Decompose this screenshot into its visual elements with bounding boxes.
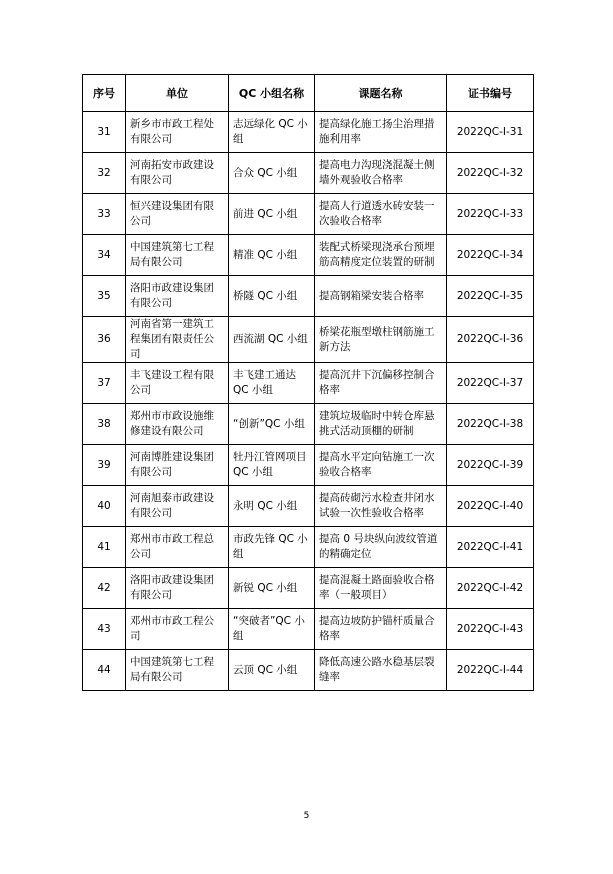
header-serial: 序号: [83, 75, 126, 112]
cell-unit: 丰飞建设工程有限公司: [126, 363, 229, 404]
cell-serial: 31: [83, 112, 126, 153]
cell-serial: 35: [83, 276, 126, 317]
cell-serial: 34: [83, 235, 126, 276]
cell-certificate: 2022QC-Ⅰ-42: [447, 568, 534, 609]
table-row: [83, 486, 534, 527]
cell-certificate: 2022QC-Ⅰ-39: [447, 445, 534, 486]
cell-unit: 新乡市市政工程处有限公司: [126, 112, 229, 153]
cell-qc-group: 永明 QC 小组: [229, 486, 315, 527]
header-topic: 课题名称: [315, 75, 447, 112]
cell-unit: 恒兴建设集团有限公司: [126, 194, 229, 235]
cell-topic: 装配式桥梁现浇承台预埋筋高精度定位装置的研制: [315, 235, 447, 276]
cell-qc-group: 牡丹江管网项目 QC 小组: [229, 445, 315, 486]
cell-topic: 建筑垃圾临时中转仓库悬挑式活动顶棚的研制: [315, 404, 447, 445]
cell-unit: 郑州市市政设施维修建设有限公司: [126, 404, 229, 445]
cell-serial: 37: [83, 363, 126, 404]
cell-topic: 提高沉井下沉偏移控制合格率: [315, 363, 447, 404]
cell-qc-group: “创新”QC 小组: [229, 404, 315, 445]
cell-topic: 提高绿化施工扬尘治理措施利用率: [315, 112, 447, 153]
cell-certificate: 2022QC-Ⅰ-34: [447, 235, 534, 276]
table-row: [83, 609, 534, 650]
cell-certificate: 2022QC-Ⅰ-35: [447, 276, 534, 317]
cell-certificate: 2022QC-Ⅰ-36: [447, 317, 534, 363]
cell-qc-group: 前进 QC 小组: [229, 194, 315, 235]
cell-topic: 提高 0 号块纵向波纹管道的精确定位: [315, 527, 447, 568]
header-certificate: 证书编号: [447, 75, 534, 112]
table-row: [83, 317, 534, 363]
table-row: [83, 404, 534, 445]
cell-topic: 提高砖砌污水检查井闭水试验一次性验收合格率: [315, 486, 447, 527]
cell-serial: 38: [83, 404, 126, 445]
cell-topic: 降低高速公路水稳基层裂缝率: [315, 650, 447, 691]
cell-topic: 提高边坡防护锚杆质量合格率: [315, 609, 447, 650]
table-row: [83, 194, 534, 235]
cell-unit: 郑州市市政工程总公司: [126, 527, 229, 568]
cell-unit: 洛阳市政建设集团有限公司: [126, 568, 229, 609]
cell-topic: 提高钢箱梁安装合格率: [315, 276, 447, 317]
page-number: 5: [303, 811, 310, 821]
cell-topic: 提高混凝土路面验收合格率（一般项目）: [315, 568, 447, 609]
cell-qc-group: 合众 QC 小组: [229, 153, 315, 194]
cell-serial: 33: [83, 194, 126, 235]
cell-serial: 41: [83, 527, 126, 568]
table-row: [83, 112, 534, 153]
cell-certificate: 2022QC-Ⅰ-37: [447, 363, 534, 404]
cell-unit: 邓州市市政工程公司: [126, 609, 229, 650]
cell-unit: 河南旭泰市政建设有限公司: [126, 486, 229, 527]
table-row: [83, 363, 534, 404]
table-body: [83, 112, 534, 691]
cell-topic: 提高人行道透水砖安装一次验收合格率: [315, 194, 447, 235]
cell-qc-group: 精准 QC 小组: [229, 235, 315, 276]
cell-serial: 43: [83, 609, 126, 650]
cell-qc-group: 西流湖 QC 小组: [229, 317, 315, 363]
header-qc-group: QC 小组名称: [229, 75, 315, 112]
cell-serial: 32: [83, 153, 126, 194]
cell-certificate: 2022QC-Ⅰ-43: [447, 609, 534, 650]
table-row: [83, 527, 534, 568]
cell-certificate: 2022QC-Ⅰ-41: [447, 527, 534, 568]
cell-qc-group: 新锐 QC 小组: [229, 568, 315, 609]
cell-qc-group: 市政先锋 QC 小组: [229, 527, 315, 568]
cell-unit: 中国建筑第七工程局有限公司: [126, 235, 229, 276]
cell-topic: 桥梁花瓶型墩柱钢筋施工新方法: [315, 317, 447, 363]
cell-unit: 河南拓安市政建设有限公司: [126, 153, 229, 194]
table-row: [83, 445, 534, 486]
cell-certificate: 2022QC-Ⅰ-31: [447, 112, 534, 153]
table-row: [83, 235, 534, 276]
cell-serial: 39: [83, 445, 126, 486]
cell-topic: 提高电力沟现浇混凝土侧墙外观验收合格率: [315, 153, 447, 194]
table-row: [83, 276, 534, 317]
cell-certificate: 2022QC-Ⅰ-33: [447, 194, 534, 235]
cell-qc-group: “突破者”QC 小组: [229, 609, 315, 650]
cell-qc-group: 志远绿化 QC 小组: [229, 112, 315, 153]
cell-qc-group: 桥隧 QC 小组: [229, 276, 315, 317]
table-header-row: [83, 75, 534, 112]
cell-certificate: 2022QC-Ⅰ-32: [447, 153, 534, 194]
cell-certificate: 2022QC-Ⅰ-44: [447, 650, 534, 691]
cell-serial: 40: [83, 486, 126, 527]
cell-serial: 44: [83, 650, 126, 691]
qc-certificate-table: [82, 74, 534, 691]
cell-qc-group: 丰飞建工通达 QC 小组: [229, 363, 315, 404]
cell-serial: 36: [83, 317, 126, 363]
table-row: [83, 153, 534, 194]
cell-unit: 洛阳市政建设集团有限公司: [126, 276, 229, 317]
cell-qc-group: 云顶 QC 小组: [229, 650, 315, 691]
cell-topic: 提高水平定向钻施工一次验收合格率: [315, 445, 447, 486]
cell-unit: 河南省第一建筑工程集团有限责任公司: [126, 317, 229, 363]
table-row: [83, 568, 534, 609]
table-row: [83, 650, 534, 691]
cell-unit: 中国建筑第七工程局有限公司: [126, 650, 229, 691]
cell-certificate: 2022QC-Ⅰ-38: [447, 404, 534, 445]
cell-certificate: 2022QC-Ⅰ-40: [447, 486, 534, 527]
cell-unit: 河南博胜建设集团有限公司: [126, 445, 229, 486]
header-unit: 单位: [126, 75, 229, 112]
cell-serial: 42: [83, 568, 126, 609]
